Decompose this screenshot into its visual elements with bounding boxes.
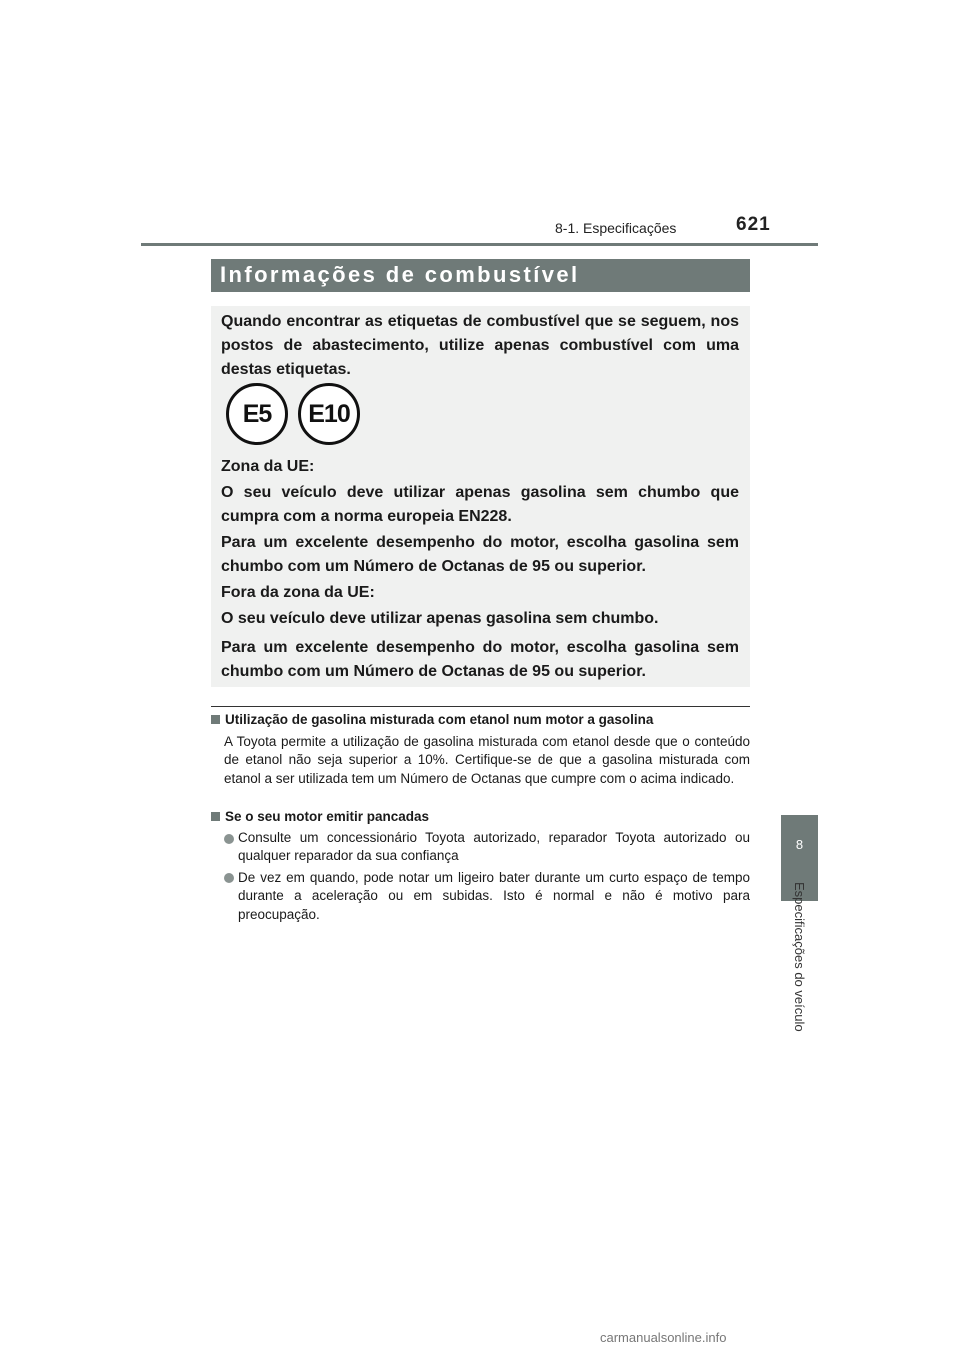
note-bullet-2: De vez em quando, pode notar um ligeiro bater durante um curto espaço de tempo durante a aceleração ou em subidas. Isto é normal e não é motivo para preocupação. <box>238 870 750 922</box>
note-heading-knocking-text: Se o seu motor emitir pancadas <box>225 809 430 824</box>
section-heading-bar <box>211 259 750 292</box>
circle-bullet-icon <box>224 834 234 844</box>
section-heading: Informações de combustível <box>220 262 580 287</box>
eu-zone-text-2: Para um excelente desempenho do motor, escolha gasolina sem chumbo com um Número de Octanas de 95 ou superior. <box>221 534 739 575</box>
fuel-label-e10-badge <box>298 383 360 445</box>
fuel-label-e5-text: E5 <box>242 399 272 428</box>
watermark-text: carmanualsonline.info <box>600 1330 727 1345</box>
note-heading-knocking <box>211 809 429 824</box>
fuel-label-e10-text: E10 <box>308 399 350 428</box>
eu-zone-heading: Zona da UE: <box>221 458 315 475</box>
square-bullet-icon <box>211 715 220 724</box>
note-heading-ethanol-text: Utilização de gasolina misturada com etanol num motor a gasolina <box>225 712 654 727</box>
note-body-ethanol: A Toyota permite a utilização de gasolina misturada com etanol desde que o conteúdo de etanol não seja superior a 10%. Certifique-se de que a gasolina misturada com etanol a ser utilizada tem um Número de Octanas que cumpre com o acima indicado. <box>224 734 750 786</box>
non-eu-zone-heading: Fora da zona da UE: <box>221 584 375 601</box>
header-divider <box>141 243 818 246</box>
square-bullet-icon <box>211 812 220 821</box>
section-title: 8-1. Especificações <box>555 220 677 236</box>
fuel-label-e5-badge <box>226 383 288 445</box>
note-heading-ethanol <box>211 712 653 727</box>
note-bullet-1: Consulte um concessionário Toyota autorizado, reparador Toyota autorizado ou qualquer reparador da sua confiança <box>238 830 750 864</box>
non-eu-zone-text-2: Para um excelente desempenho do motor, escolha gasolina sem chumbo com um Número de Octanas de 95 ou superior. <box>221 639 739 680</box>
chapter-label: Especificações do veículo <box>792 882 807 1032</box>
fuel-label-intro: Quando encontrar as etiquetas de combustível que se seguem, nos postos de abastecimento, utilize apenas combustível com uma destas etiquetas. <box>221 313 739 378</box>
eu-zone-text-1: O seu veículo deve utilizar apenas gasolina sem chumbo que cumpra com a norma europeia EN228. <box>221 484 739 525</box>
circle-bullet-icon <box>224 873 234 883</box>
page-number: 621 <box>736 214 771 235</box>
chapter-number: 8 <box>795 837 804 852</box>
notes-divider <box>211 706 750 707</box>
non-eu-zone-text-1: O seu veículo deve utilizar apenas gasolina sem chumbo. <box>221 610 659 627</box>
